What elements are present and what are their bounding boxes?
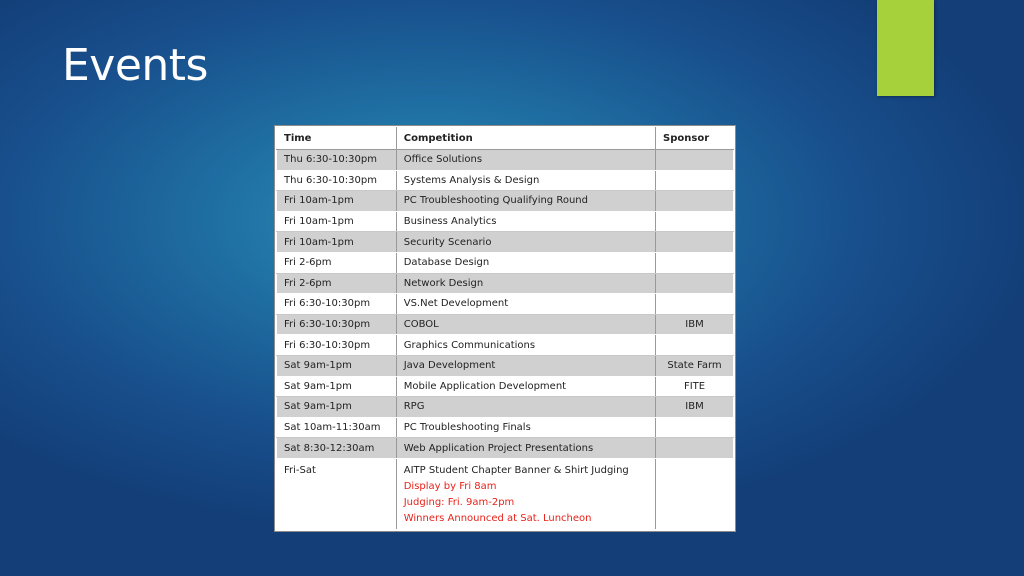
cell-sponsor xyxy=(656,458,734,529)
note-winners: Winners Announced at Sat. Luncheon xyxy=(403,512,592,524)
cell-competition: Java Development xyxy=(396,355,655,376)
cell-time: Fri 6:30-10:30pm xyxy=(277,314,397,335)
table-row xyxy=(277,252,734,273)
cell-competition: Network Design xyxy=(396,273,655,294)
cell-sponsor xyxy=(656,150,734,171)
table-row xyxy=(277,211,734,232)
cell-sponsor: IBM xyxy=(656,397,734,418)
cell-competition: Security Scenario xyxy=(396,232,655,253)
cell-competition: Mobile Application Development xyxy=(396,376,655,397)
cell-competition: VS.Net Development xyxy=(396,294,655,315)
cell-time: Sat 8:30-12:30am xyxy=(277,438,397,459)
cell-time: Thu 6:30-10:30pm xyxy=(277,150,397,171)
cell-sponsor xyxy=(656,211,734,232)
table-row xyxy=(277,376,734,397)
table-row xyxy=(277,397,734,418)
table-header-row xyxy=(277,128,734,150)
cell-time: Sat 9am-1pm xyxy=(277,355,397,376)
note-display: Display by Fri 8am xyxy=(403,480,497,492)
header-sponsor: Sponsor xyxy=(656,128,734,150)
cell-sponsor: FITE xyxy=(656,376,734,397)
cell-time: Sat 9am-1pm xyxy=(277,376,397,397)
table-row xyxy=(277,314,734,335)
cell-time: Fri 6:30-10:30pm xyxy=(277,335,397,356)
cell-time: Sat 9am-1pm xyxy=(277,397,397,418)
table-row xyxy=(277,335,734,356)
cell-sponsor: State Farm xyxy=(656,355,734,376)
cell-time: Fri-Sat xyxy=(277,458,397,529)
header-time: Time xyxy=(277,128,397,150)
cell-competition: PC Troubleshooting Qualifying Round xyxy=(396,191,655,212)
table-row xyxy=(277,232,734,253)
cell-competition: Database Design xyxy=(396,252,655,273)
slide-title: Events xyxy=(62,40,208,91)
table-row-final xyxy=(277,458,734,529)
cell-competition: Graphics Communications xyxy=(396,335,655,356)
cell-sponsor: IBM xyxy=(656,314,734,335)
cell-competition: Web Application Project Presentations xyxy=(396,438,655,459)
cell-competition-title: AITP Student Chapter Banner & Shirt Judging xyxy=(403,464,629,476)
cell-time: Fri 2-6pm xyxy=(277,252,397,273)
table-row xyxy=(277,191,734,212)
accent-bar xyxy=(877,0,934,96)
table-row xyxy=(277,417,734,438)
cell-sponsor xyxy=(656,294,734,315)
cell-time: Sat 10am-11:30am xyxy=(277,417,397,438)
events-table-frame xyxy=(274,125,736,532)
cell-sponsor xyxy=(656,273,734,294)
cell-competition: RPG xyxy=(396,397,655,418)
table-row xyxy=(277,438,734,459)
cell-competition: COBOL xyxy=(396,314,655,335)
cell-sponsor xyxy=(656,170,734,191)
table-row xyxy=(277,150,734,171)
cell-time: Fri 10am-1pm xyxy=(277,232,397,253)
table-row xyxy=(277,170,734,191)
header-competition: Competition xyxy=(396,128,655,150)
cell-competition xyxy=(396,458,655,529)
cell-competition: Business Analytics xyxy=(396,211,655,232)
cell-time: Fri 6:30-10:30pm xyxy=(277,294,397,315)
cell-competition: PC Troubleshooting Finals xyxy=(396,417,655,438)
cell-sponsor xyxy=(656,191,734,212)
events-table-body xyxy=(277,150,734,530)
events-table xyxy=(276,127,734,530)
cell-time: Fri 10am-1pm xyxy=(277,211,397,232)
note-judging: Judging: Fri. 9am-2pm xyxy=(403,496,515,508)
table-row xyxy=(277,294,734,315)
cell-competition: Systems Analysis & Design xyxy=(396,170,655,191)
cell-time: Fri 2-6pm xyxy=(277,273,397,294)
cell-time: Thu 6:30-10:30pm xyxy=(277,170,397,191)
cell-sponsor xyxy=(656,417,734,438)
table-row xyxy=(277,355,734,376)
cell-sponsor xyxy=(656,252,734,273)
cell-sponsor xyxy=(656,232,734,253)
cell-competition: Office Solutions xyxy=(396,150,655,171)
cell-sponsor xyxy=(656,335,734,356)
cell-time: Fri 10am-1pm xyxy=(277,191,397,212)
table-row xyxy=(277,273,734,294)
cell-sponsor xyxy=(656,438,734,459)
